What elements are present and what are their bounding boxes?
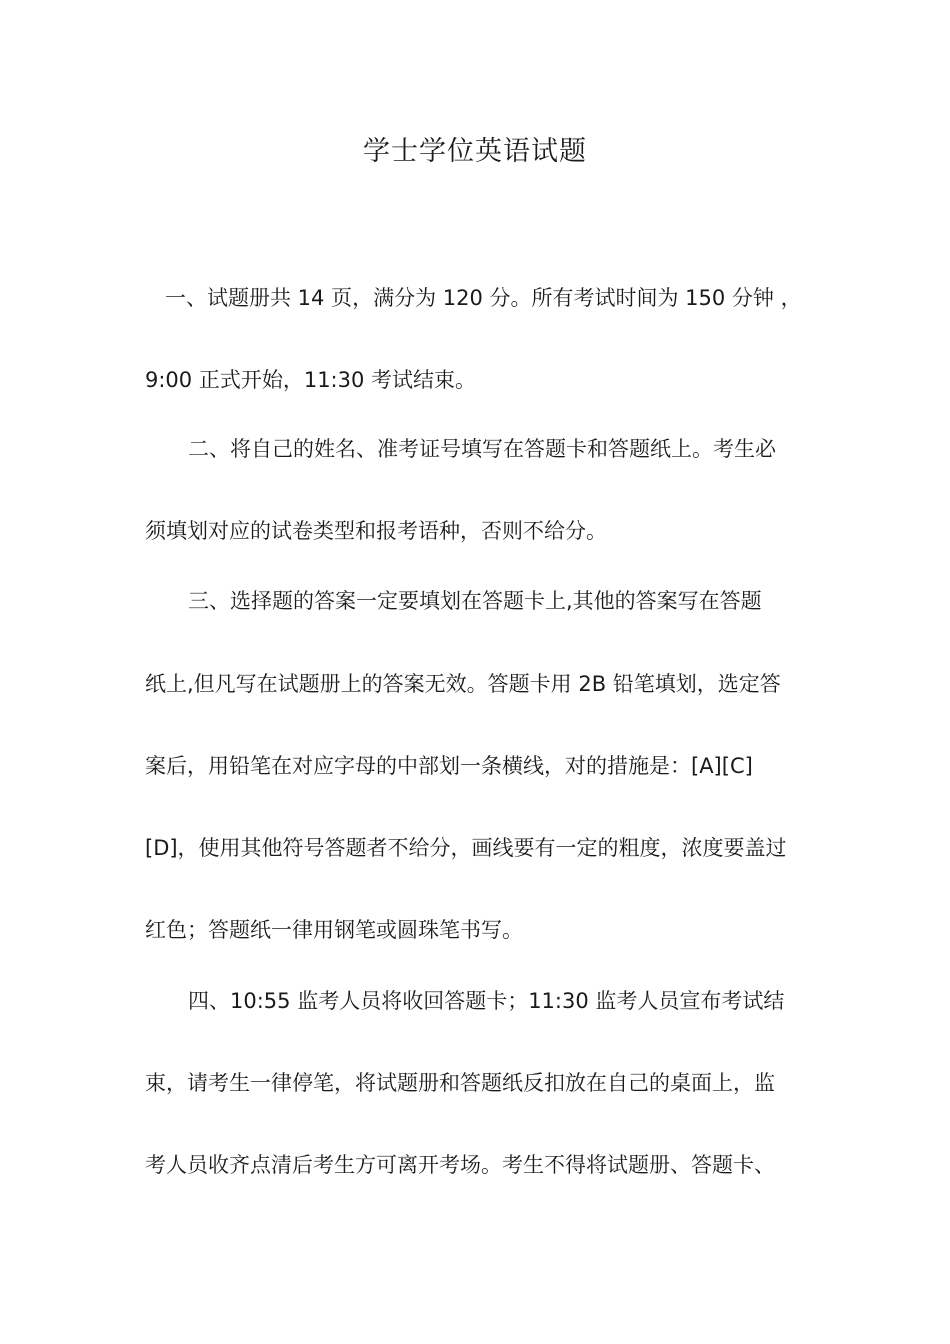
paragraph-3-line-2: 纸上,但凡写在试题册上的答案无效。答题卡用 2B 铅笔填划，选定答: [145, 672, 781, 696]
paragraph-4-line-3: 考人员收齐点清后考生方可离开考场。考生不得将试题册、答题卡、: [145, 1153, 775, 1177]
paragraph-3-line-3: 案后，用铅笔在对应字母的中部划一条横线，对的措施是：[A][C]: [145, 754, 753, 778]
document-title: 学士学位英语试题: [363, 136, 587, 167]
paragraph-4-line-2: 束，请考生一律停笔，将试题册和答题纸反扣放在自己的桌面上，监: [145, 1071, 775, 1095]
paragraph-4-line-1: 四、10:55 监考人员将收回答题卡；11:30 监考人员宣布考试结: [188, 989, 785, 1013]
paragraph-1-line-1: 一、试题册共 14 页，满分为 120 分。所有考试时间为 150 分钟 ，: [165, 286, 802, 310]
paragraph-3-line-4: [D]，使用其他符号答题者不给分，画线要有一定的粗度，浓度要盖过: [145, 836, 787, 860]
paragraph-3-line-1: 三、选择题的答案一定要填划在答题卡上,其他的答案写在答题: [188, 589, 762, 613]
paragraph-1-line-2: 9:00 正式开始，11:30 考试结束。: [145, 368, 477, 392]
paragraph-3-line-5: 红色；答题纸一律用钢笔或圆珠笔书写。: [145, 918, 523, 942]
paragraph-2-line-1: 二、将自己的姓名、准考证号填写在答题卡和答题纸上。考生必: [188, 437, 776, 461]
paragraph-2-line-2: 须填划对应的试卷类型和报考语种，否则不给分。: [145, 519, 607, 543]
